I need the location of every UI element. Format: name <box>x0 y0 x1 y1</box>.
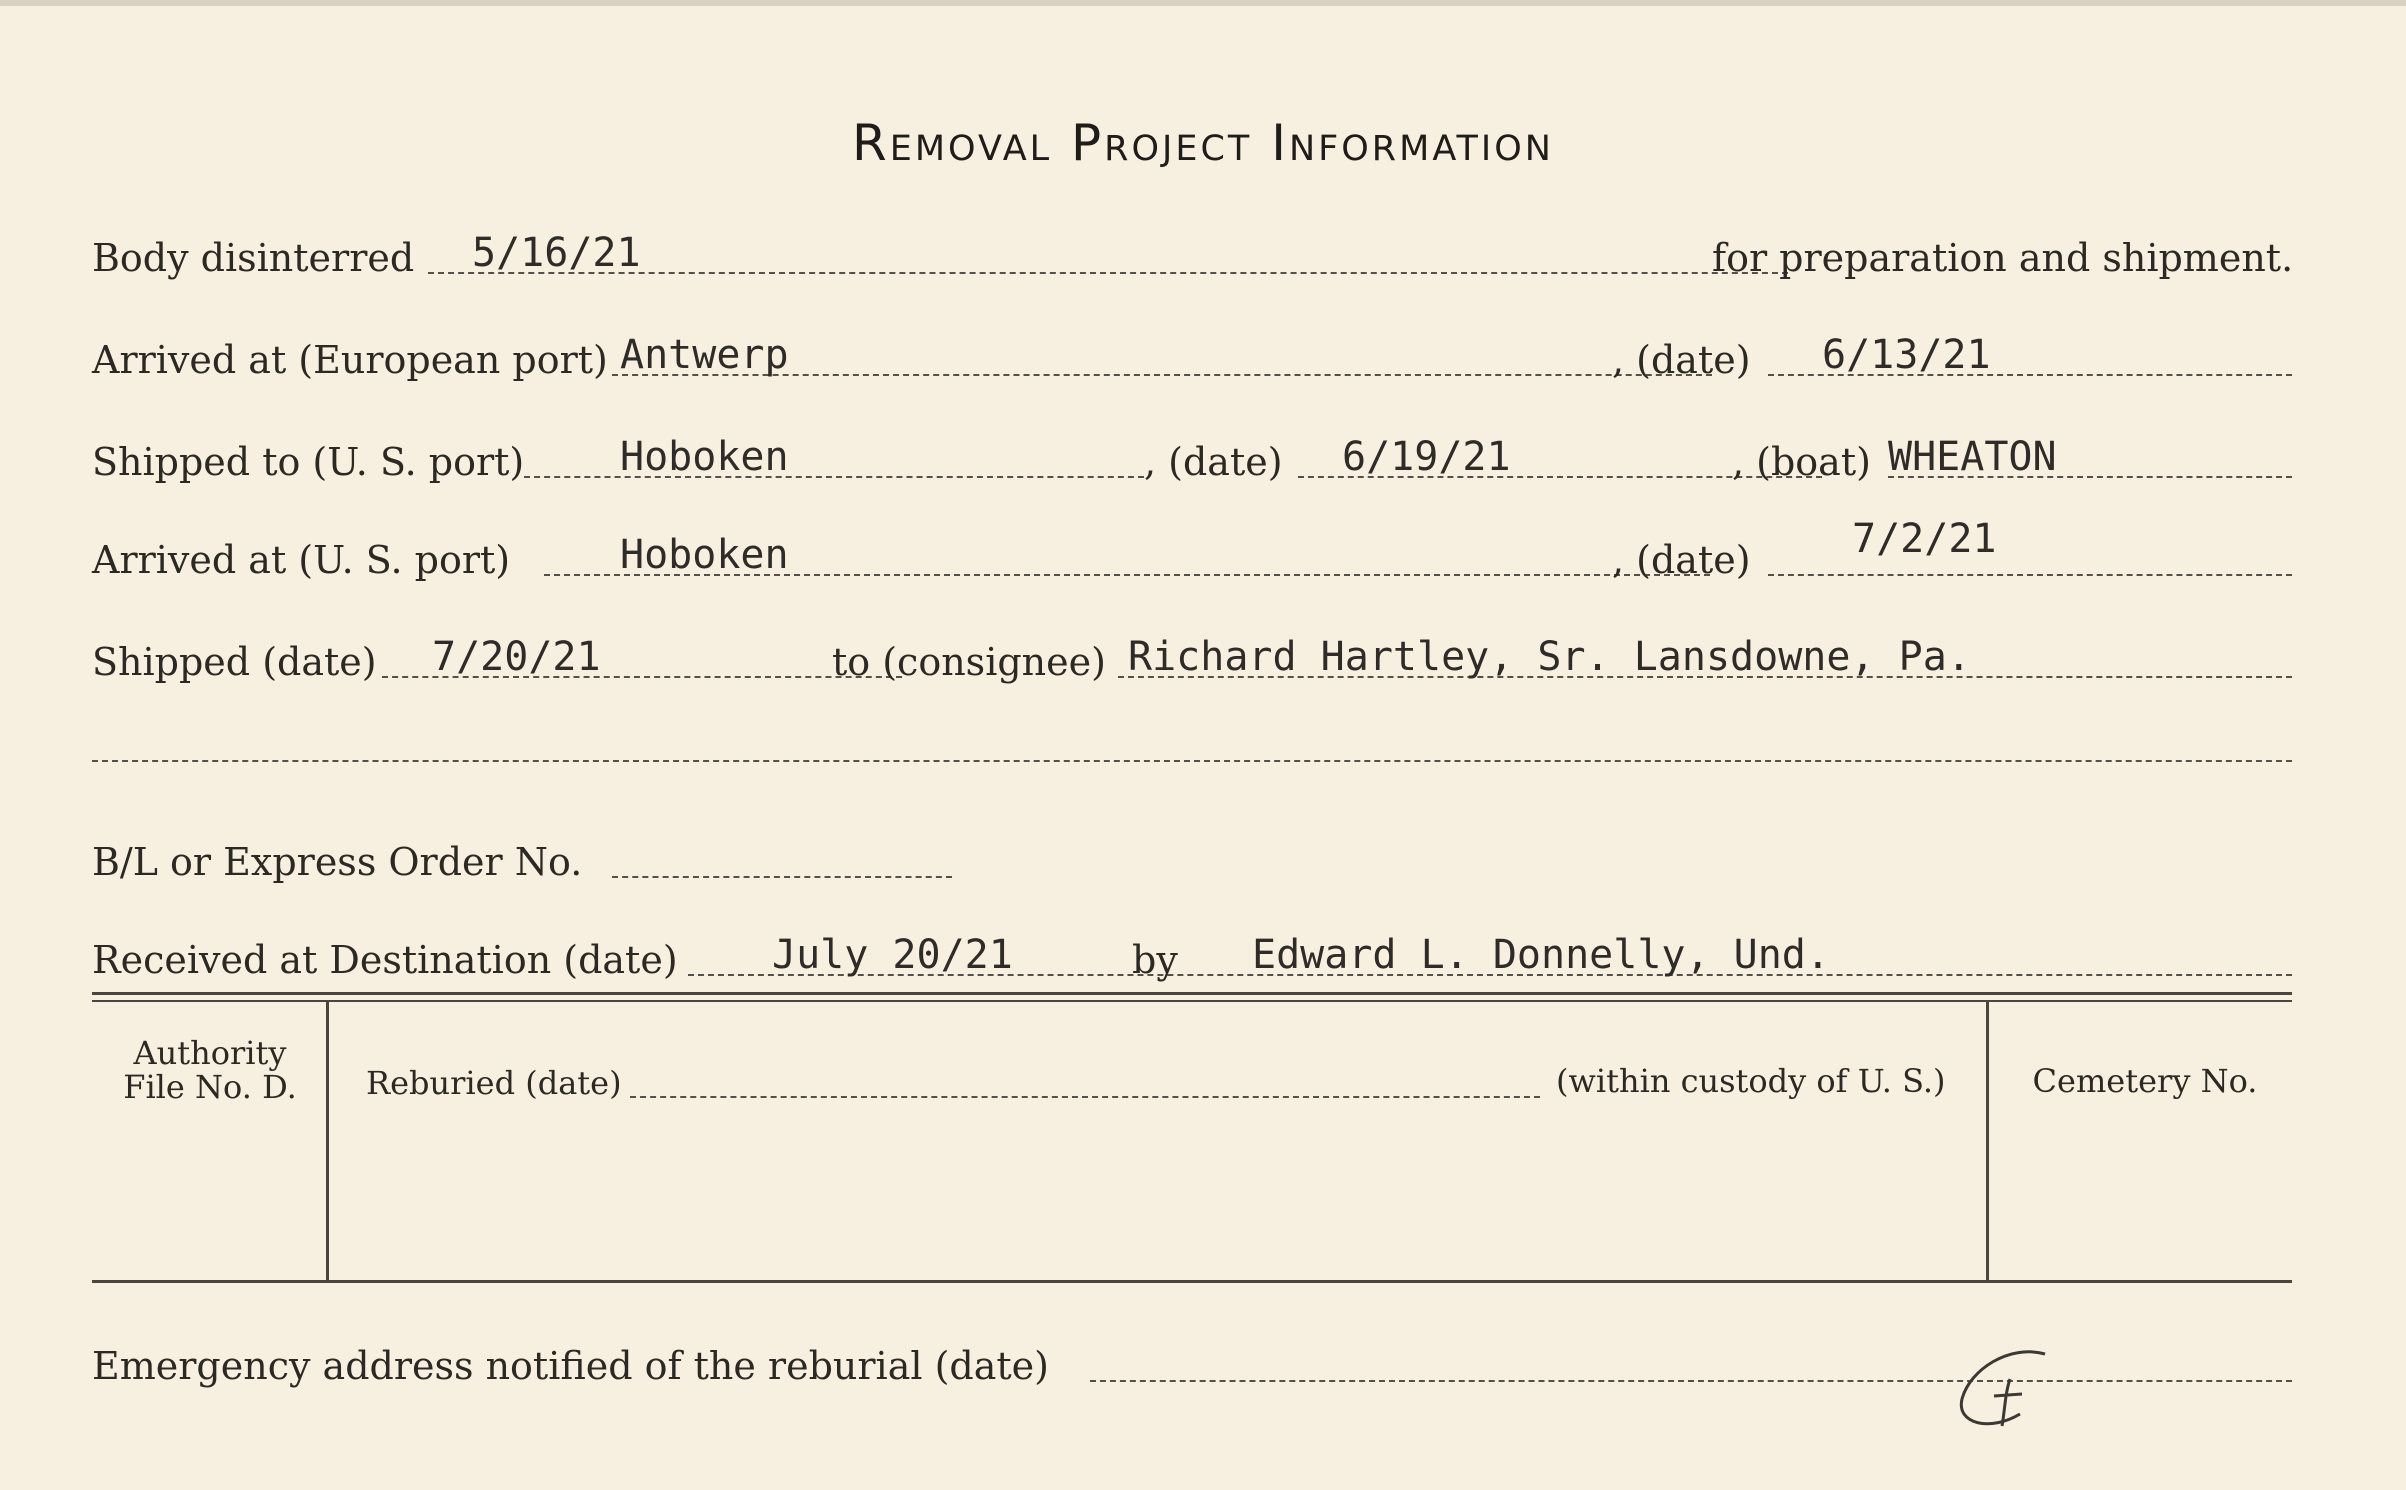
received-label: Received at Destination (date) <box>92 938 678 982</box>
shipped-us-port: Hoboken <box>620 434 789 480</box>
received-by-label: by <box>1132 938 1178 982</box>
reburied-label: Reburied (date) <box>366 1064 622 1102</box>
row-continuation <box>92 706 2292 776</box>
shipped-us-label: Shipped to (U. S. port) <box>92 440 525 484</box>
shipped-date-value: 7/20/21 <box>432 634 601 680</box>
row-body-disinterred <box>92 218 2292 288</box>
dotted-line <box>92 760 2292 762</box>
arrived-us-port: Hoboken <box>620 532 789 578</box>
received-date: July 20/21 <box>772 932 1013 978</box>
arrived-us-date-label: , (date) <box>1612 538 1751 582</box>
arrived-us-label: Arrived at (U. S. port) <box>92 538 511 582</box>
row-arrived-european <box>92 320 2292 390</box>
row-arrived-us <box>92 516 2292 590</box>
table-top-rule-inner <box>92 1000 2292 1002</box>
shipped-us-date-label: , (date) <box>1144 440 1283 484</box>
body-disinterred-label: Body disinterred <box>92 236 415 280</box>
consignee-label: to (consignee) <box>832 640 1106 684</box>
body-disinterred-suffix: for preparation and shipment. <box>1712 236 2294 280</box>
table-divider <box>326 1002 329 1280</box>
table-top-rule <box>92 992 2292 995</box>
consignee-value: Richard Hartley, Sr. Lansdowne, Pa. <box>1128 634 1971 680</box>
shipped-date-label: Shipped (date) <box>92 640 377 684</box>
arrived-european-date: 6/13/21 <box>1822 332 1991 378</box>
emergency-label: Emergency address notified of the reburial (date) <box>92 1344 1049 1388</box>
card-title: Removal Project Information <box>852 114 1554 172</box>
shipped-us-date: 6/19/21 <box>1342 434 1511 480</box>
dotted-line <box>1768 574 2292 576</box>
body-disinterred-date: 5/16/21 <box>472 230 641 276</box>
row-shipped-us <box>92 422 2292 492</box>
received-by: Edward L. Donnelly, Und. <box>1252 932 1830 978</box>
shipped-us-boat-label: , (boat) <box>1732 440 1871 484</box>
cemetery-no-label: Cemetery No. <box>2032 1062 2258 1100</box>
dotted-line <box>524 476 1144 478</box>
arrived-european-port: Antwerp <box>620 332 789 378</box>
custody-label: (within custody of U. S.) <box>1556 1062 1946 1100</box>
table-bottom-rule <box>92 1280 2292 1283</box>
arrived-european-label: Arrived at (European port) <box>92 338 608 382</box>
table-divider <box>1986 1002 1989 1280</box>
shipped-us-boat: WHEATON <box>1888 434 2057 480</box>
arrived-european-date-label: , (date) <box>1612 338 1751 382</box>
handwritten-initials-mark <box>1950 1344 2070 1434</box>
row-shipped-date <box>92 622 2292 692</box>
row-received <box>92 920 2292 990</box>
row-bl-order <box>92 822 2292 892</box>
authority-file-label: Authority File No. D. <box>123 1034 297 1106</box>
dotted-line <box>612 876 952 878</box>
dotted-line <box>630 1096 1540 1098</box>
bl-order-label: B/L or Express Order No. <box>92 840 583 884</box>
arrived-us-date: 7/2/21 <box>1852 516 1997 562</box>
dotted-line <box>1090 1380 2292 1382</box>
